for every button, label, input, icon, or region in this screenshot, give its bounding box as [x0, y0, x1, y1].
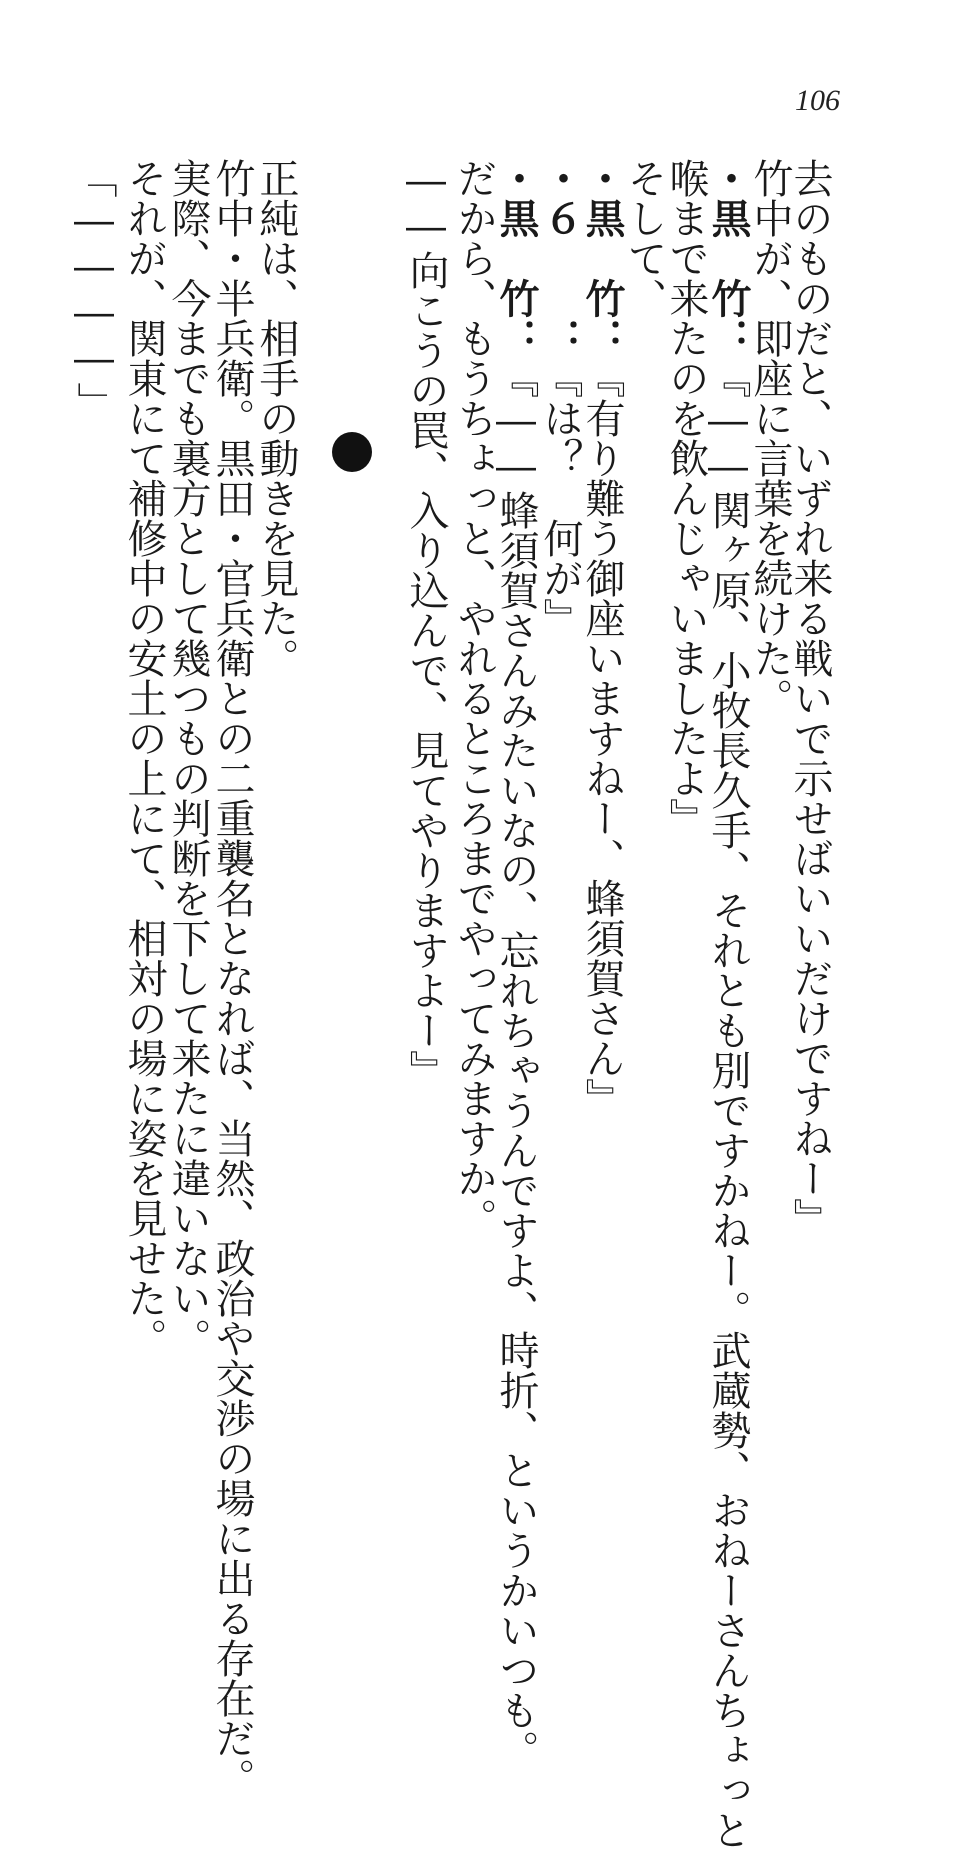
text-line-7: 正純は、相手の動きを見た。 — [253, 158, 299, 678]
text-line-4: そして、 — [621, 158, 667, 318]
dialogue-line-1: ・黒 竹：『――関ヶ原、小牧長久手、それとも別ですかねー。武蔵勢、おねーさんちょっと — [705, 158, 751, 1850]
text-line-11: 「――――」 — [71, 158, 117, 422]
speaker-label: ・６ ： — [537, 158, 583, 358]
speaker-label: ・黒 竹： — [705, 158, 751, 358]
text-line-6: ――向こうの罠、入り込んで、見てやりますよー』 — [403, 158, 449, 1090]
text-line-1: 去のものだと、いずれ来る戦いで示せばいいだけですねー』 — [787, 158, 833, 1238]
text-line-3: 喉まで来たのを飲んじゃいましたよ』 — [663, 158, 709, 838]
text-line-8: 竹中・半兵衛。黒田・官兵衛との二重襲名となれば、当然、政治や交渉の場に出る存在だ。 — [209, 158, 255, 1798]
speaker-label: ・黒 竹： — [579, 158, 625, 358]
page-number: 106 — [795, 84, 840, 117]
text-line-10: それが、関東にて補修中の安土の上にて、相対の場に姿を見せた。 — [121, 158, 167, 1358]
dialogue-line-3: ・６ ：『は？ 何が』 — [537, 158, 583, 638]
dialogue-line-4: ・黒 竹：『――蜂須賀さんみたいなの、忘れちゃうんですよ、時折、というかいつも。 — [493, 158, 539, 1770]
section-separator-dot — [332, 432, 372, 472]
dialogue-line-2: ・黒 竹：『有り難う御座いますねー、蜂須賀さん』 — [579, 158, 625, 1118]
text-line-5: だから、もうちょっと、やれるところまでやってみますか。 — [451, 158, 497, 1238]
text-line-9: 実際、今までも裏方として幾つもの判断を下して来たに違いない。 — [165, 158, 211, 1358]
text-line-2: 竹中が、即座に言葉を続けた。 — [747, 158, 793, 718]
speaker-label: ・黒 竹： — [493, 158, 539, 358]
